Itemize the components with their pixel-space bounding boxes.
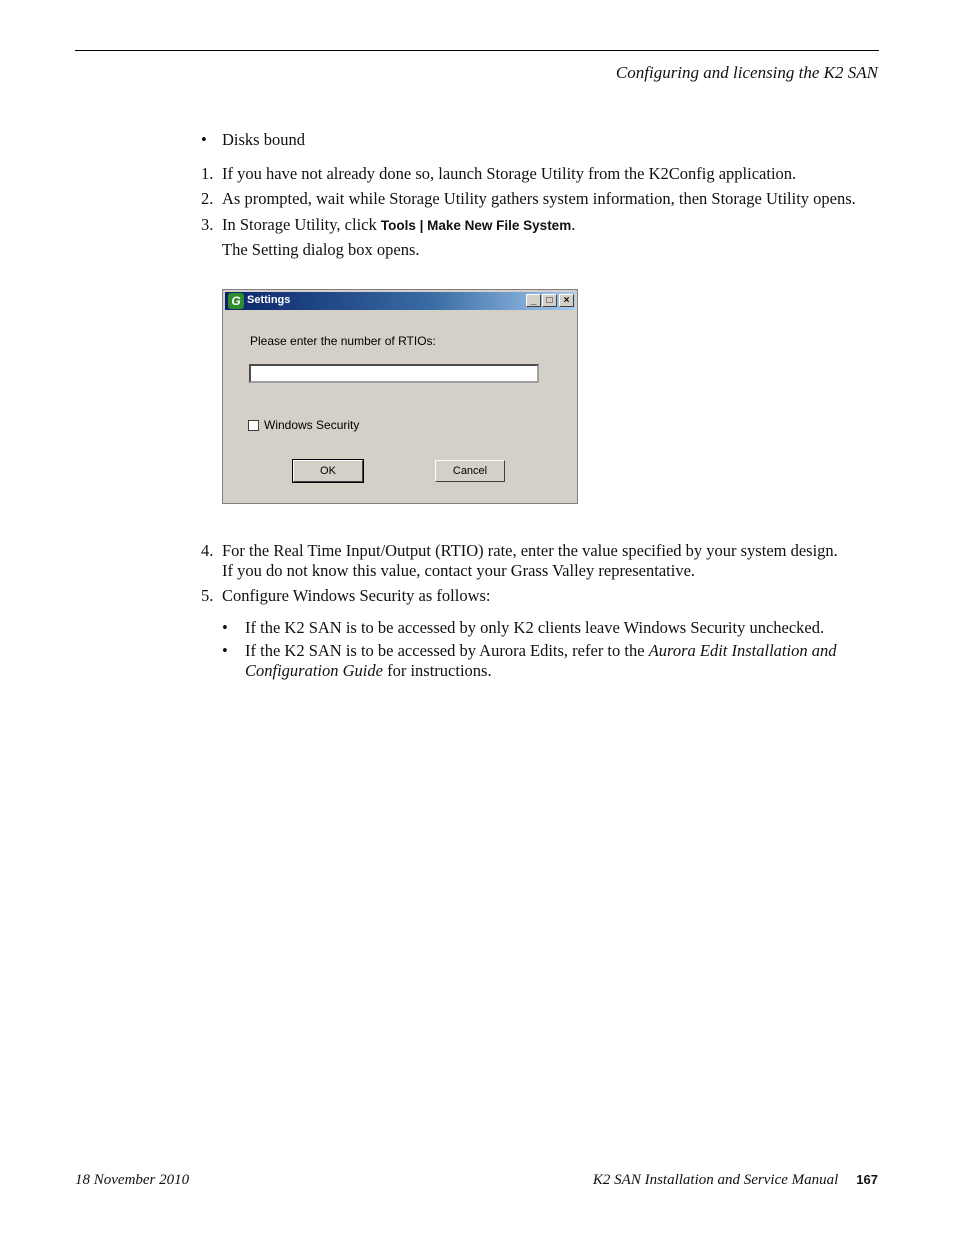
step-2-text: As prompted, wait while Storage Utility gathers system information, then Storage Utility opens.: [222, 189, 856, 208]
step-number: 1.: [201, 164, 214, 183]
dialog-title: Settings: [247, 294, 291, 306]
ok-button[interactable]: OK: [293, 460, 363, 482]
windows-security-label[interactable]: Windows Security: [264, 418, 360, 432]
intro-bullet: Disks bound: [222, 130, 305, 149]
manual-title: K2 SAN Installation and Service Manual: [592, 1172, 839, 1188]
sub-bullet-2-line-2: [245, 661, 492, 681]
bullet-marker: •: [222, 641, 228, 660]
bullet-marker: •: [222, 618, 228, 637]
windows-security-checkbox[interactable]: [248, 420, 259, 431]
step-number: 4.: [201, 541, 214, 560]
running-header: Configuring and licensing the K2 SAN: [615, 63, 878, 82]
rtio-prompt: Please enter the number of RTIOs:: [250, 334, 436, 348]
header-rule: [75, 50, 879, 51]
step-number: 5.: [201, 586, 214, 605]
step-number: 3.: [201, 215, 214, 234]
dialog-titlebar[interactable]: [225, 292, 575, 310]
footer-right: [593, 1172, 878, 1189]
step-3-text: [222, 215, 575, 236]
guide-title-cont: Configuration Guide: [245, 661, 383, 680]
step-4-line-2: If you do not know this value, contact your Grass Valley representative.: [222, 561, 696, 580]
step-3-text-after: .: [571, 215, 576, 234]
sub-bullet-2-text: If the K2 SAN is to be accessed by Aurora Edits, refer to the: [245, 641, 649, 660]
sub-bullet-2-line-1: [245, 641, 836, 661]
sub-bullet-2-text-after: for instructions.: [382, 661, 492, 680]
bullet-marker: •: [201, 130, 207, 149]
step-1-text: If you have not already done so, launch Storage Utility from the K2Config application.: [222, 164, 797, 183]
guide-title: Aurora Edit Installation and: [648, 641, 837, 660]
step-5-text: Configure Windows Security as follows:: [222, 586, 491, 605]
footer-date: 18 November 2010: [75, 1172, 190, 1188]
maximize-button[interactable]: □: [542, 294, 557, 307]
step-3-text-before: In Storage Utility, click: [222, 215, 381, 234]
step-4-line-1: For the Real Time Input/Output (RTIO) rate, enter the value specified by your system design.: [222, 541, 838, 560]
step-number: 2.: [201, 189, 214, 208]
menu-command: Tools | Make New File System: [380, 218, 572, 233]
page-number: 167: [856, 1172, 878, 1187]
rtio-input[interactable]: [249, 364, 539, 383]
minimize-button[interactable]: _: [526, 294, 541, 307]
step-3-note: The Setting dialog box opens.: [222, 240, 420, 259]
close-button[interactable]: ×: [559, 294, 574, 307]
cancel-button[interactable]: Cancel: [435, 460, 505, 482]
settings-dialog: [222, 289, 578, 504]
app-g-icon: G: [228, 293, 244, 309]
sub-bullet-1: If the K2 SAN is to be accessed by only K2 clients leave Windows Security unchecked.: [245, 618, 825, 637]
